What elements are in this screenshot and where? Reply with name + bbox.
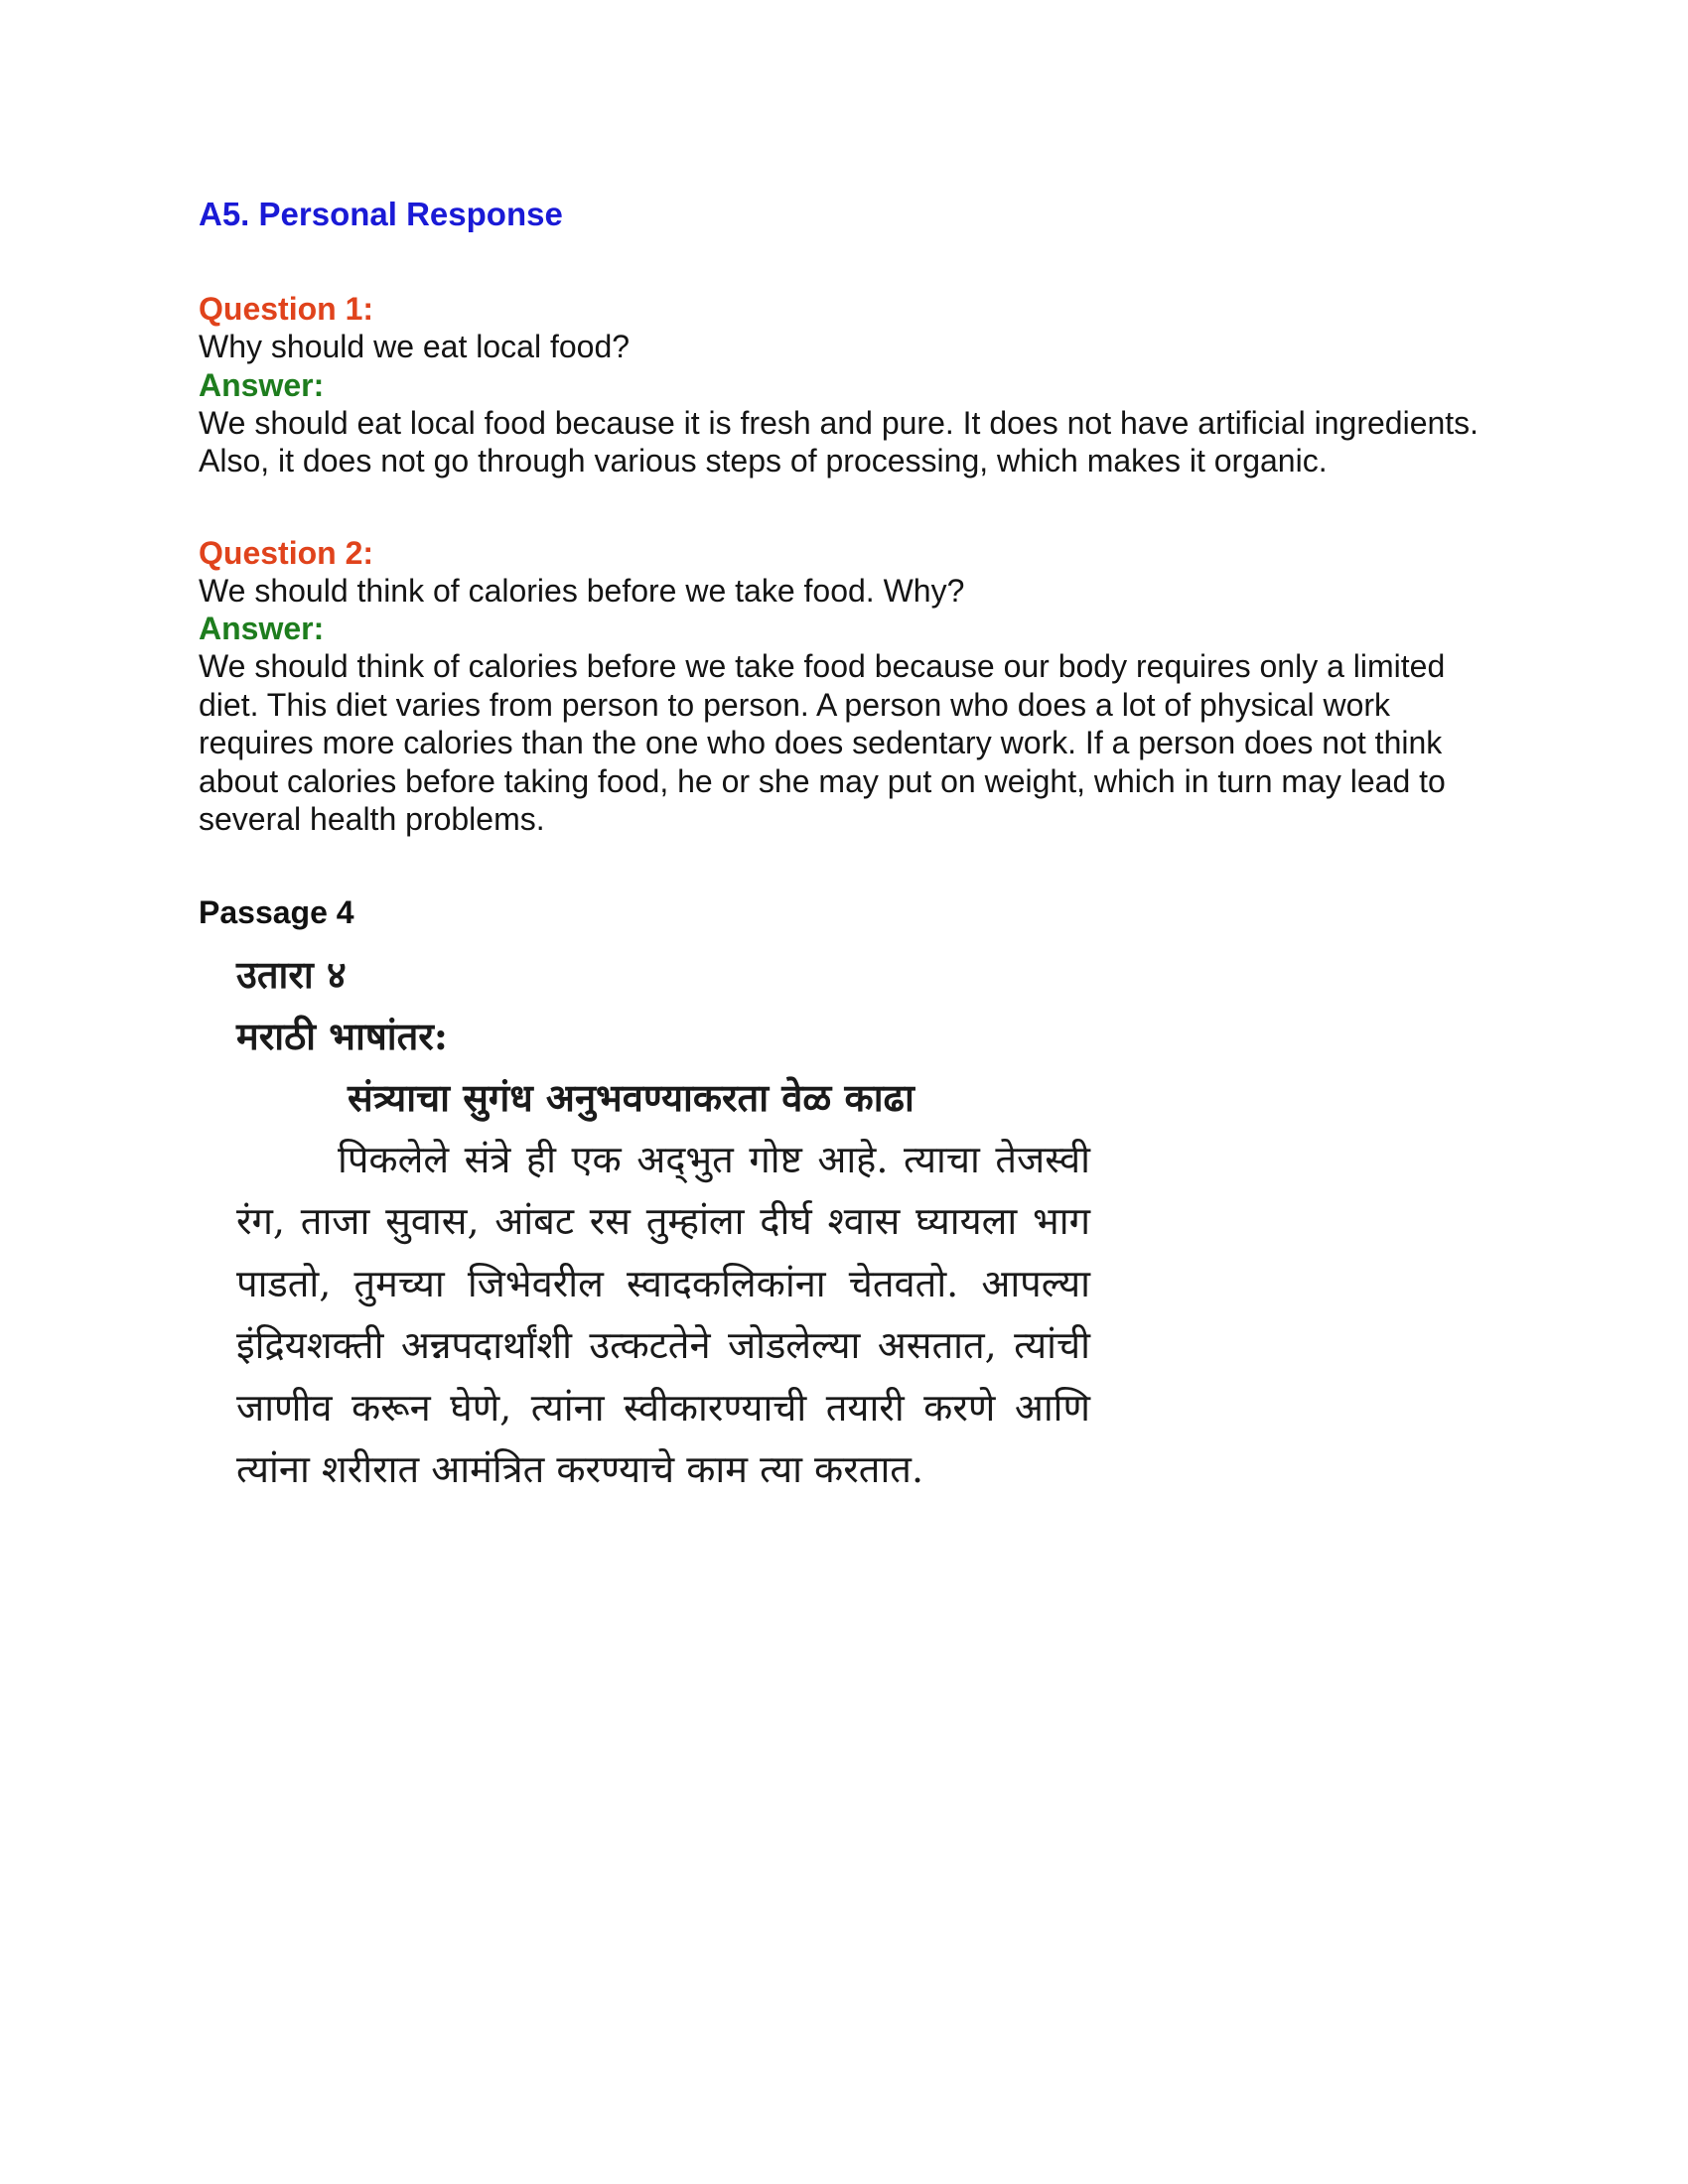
answer-text: We should think of calories before we take food because our body requires only a limited diet. This diet varies from person to person. A person who does a lot of physical work requires more calories than the one who does sedentary work. If a person does not think about calories before taking food, he or she may put on weight, which in turn may lead to several health problems. [199, 648, 1446, 837]
answer-text: We should eat local food because it is fresh and pure. It does not have artificial ingredients. Also, it does not go through various steps of processing, which makes it organic. [199, 404, 1479, 478]
answer-label: Answer: [199, 366, 325, 403]
section-title: A5. Personal Response [199, 196, 563, 232]
answer-label: Answer: [199, 611, 325, 646]
question-block-2 [199, 534, 1489, 839]
passage-title: Passage 4 [199, 893, 354, 930]
question-text: Why should we eat local food? [199, 329, 631, 364]
marathi-label: मराठी भाषांतर: [236, 1013, 448, 1058]
question-text: We should think of calories before we take food. Why? [199, 572, 965, 609]
question-block-1 [199, 290, 1489, 480]
page-content [199, 195, 1489, 1501]
marathi-translation-scan [236, 944, 1110, 1501]
question-label: Question 2: [199, 534, 374, 571]
marathi-subtitle: संत्र्याचा सुगंध अनुभवण्याकरता वेळ काढा [348, 1074, 914, 1120]
question-label: Question 1: [199, 291, 374, 327]
marathi-heading: उतारा ४ [236, 951, 347, 997]
marathi-body: पिकलेले संत्रे ही एक अद्‌भुत गोष्ट आहे. त्याचा तेजस्वी रंग, ताजा सुवास, आंबट रस तुम्हांला दीर्घ श्वास घ्यायला भाग पाडतो, तुमच्या जिभेवरील स्वादकलिकांना चेतवतो. आपल्या इंद्रियशक्ती अन्नपदार्थांशी उत्कटतेने जोडलेल्या असतात, त्यांची जाणीव करून घेणे, त्यांना स्वीकारण्याची तयारी करणे आणि त्यांना शरीरात आमंत्रित करण्याचे काम त्या करतात. [236, 1137, 1090, 1491]
